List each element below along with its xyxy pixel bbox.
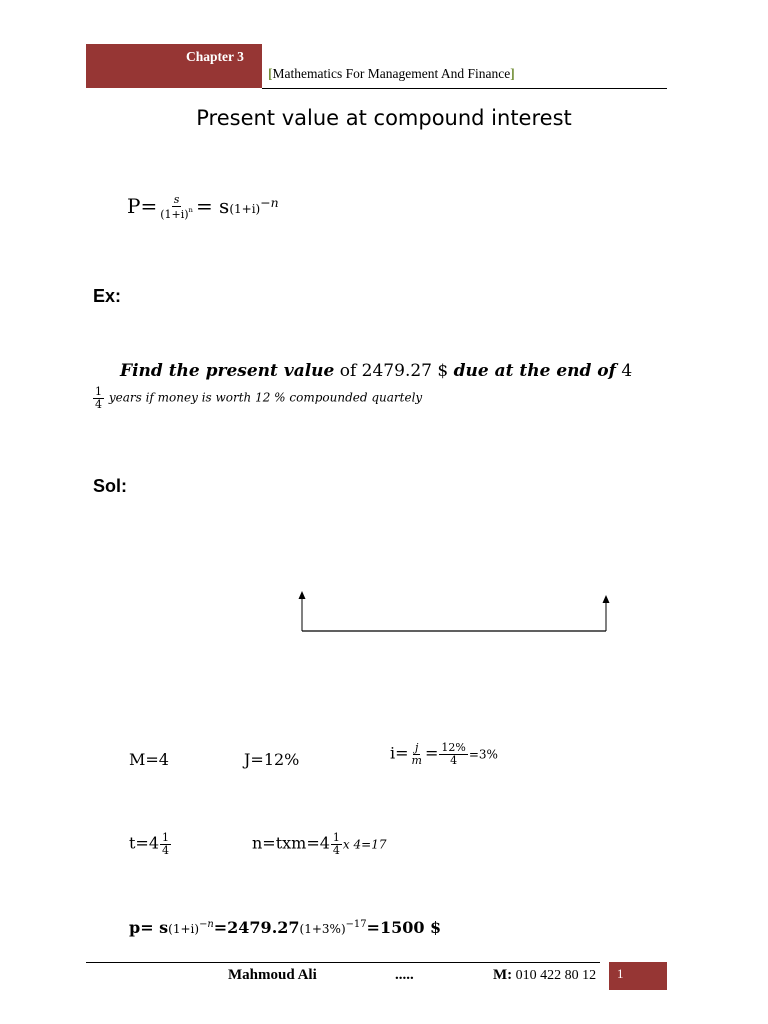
question-frac-num: 1 <box>95 385 102 398</box>
n-calculation <box>252 832 386 856</box>
footer-dots: ..... <box>395 967 414 983</box>
timeline-diagram <box>292 586 622 636</box>
question-line-1 <box>120 361 632 381</box>
question-part-d: 4 <box>615 361 633 381</box>
i-fraction-1 <box>410 742 424 766</box>
i-result: =3% <box>468 747 498 762</box>
formula-numerator: s <box>173 193 180 207</box>
formula-rhs-exp: −n <box>260 195 279 210</box>
question-part-b: of 2479.27 $ <box>334 361 454 381</box>
footer-phone <box>493 967 596 984</box>
n-den: 4 <box>332 843 340 857</box>
t-lhs: t=4 <box>129 833 160 853</box>
n-num: 1 <box>332 831 340 844</box>
t-num: 1 <box>162 831 170 844</box>
footer-author: Mahmoud Ali <box>228 967 317 983</box>
i-lhs: i= <box>390 743 409 763</box>
question-line-2 <box>92 386 422 410</box>
bracket-close: ] <box>510 66 515 81</box>
n-lhs: n=txm=4 <box>252 833 330 853</box>
present-value-formula <box>127 194 279 221</box>
i-f2-num: 12% <box>441 741 466 754</box>
p-result: =1500 $ <box>366 918 442 937</box>
question-part-a: Find the present value <box>120 361 335 381</box>
m-value: M=4 <box>129 750 169 769</box>
solution-label: Sol: <box>93 476 127 496</box>
n-fraction <box>331 832 342 856</box>
page-number: 1 <box>617 966 624 981</box>
question-fraction <box>93 386 104 410</box>
i-calculation <box>390 742 498 766</box>
header-rule <box>262 88 667 89</box>
formula-lhs: P= <box>127 194 158 218</box>
phone-number: 010 422 80 12 <box>512 968 597 983</box>
bracket-open: [ <box>268 66 273 81</box>
j-value: J=12% <box>244 750 300 769</box>
i-fraction-2 <box>439 742 467 766</box>
header-book-title <box>268 66 515 82</box>
formula-den-exp: n <box>188 206 193 214</box>
p-lhs: p= s <box>129 918 169 937</box>
formula-den-base: (1+i) <box>160 208 189 221</box>
p-base-2: (1+3%) <box>299 922 346 936</box>
phone-label: M: <box>493 967 513 983</box>
timeline-right-arrowhead <box>603 595 610 603</box>
i-f2-den: 4 <box>450 753 458 767</box>
formula-fraction <box>158 194 195 220</box>
p-base-1: (1+i) <box>168 922 200 936</box>
p-calculation <box>129 918 441 937</box>
i-eq: = <box>424 743 439 763</box>
question-part-c: due at the end of <box>453 361 616 381</box>
p-mid: =2479.27 <box>213 918 300 937</box>
formula-equals-s: = s <box>195 194 230 218</box>
formula-denominator <box>158 207 195 221</box>
formula-rhs-base: (1+i) <box>229 202 261 216</box>
question-line-2-text: years if money is worth 12 % compounded quartely <box>108 390 423 405</box>
book-title: Mathematics For Management And Finance <box>272 66 511 81</box>
t-fraction <box>160 832 171 856</box>
example-label: Ex: <box>93 286 122 306</box>
timeline-left-arrowhead <box>299 591 306 599</box>
chapter-label: Chapter 3 <box>186 49 244 64</box>
i-f1-den: m <box>411 753 422 767</box>
p-exp-1: −n <box>199 919 214 930</box>
t-den: 4 <box>162 843 170 857</box>
i-f1-num: j <box>415 741 419 754</box>
question-frac-den: 4 <box>95 397 102 411</box>
p-exp-2: −17 <box>345 919 367 930</box>
n-rest: x 4=17 <box>342 837 387 852</box>
footer-rule <box>86 962 600 963</box>
page-title: Present value at compound interest <box>196 106 572 130</box>
t-value <box>129 832 172 856</box>
